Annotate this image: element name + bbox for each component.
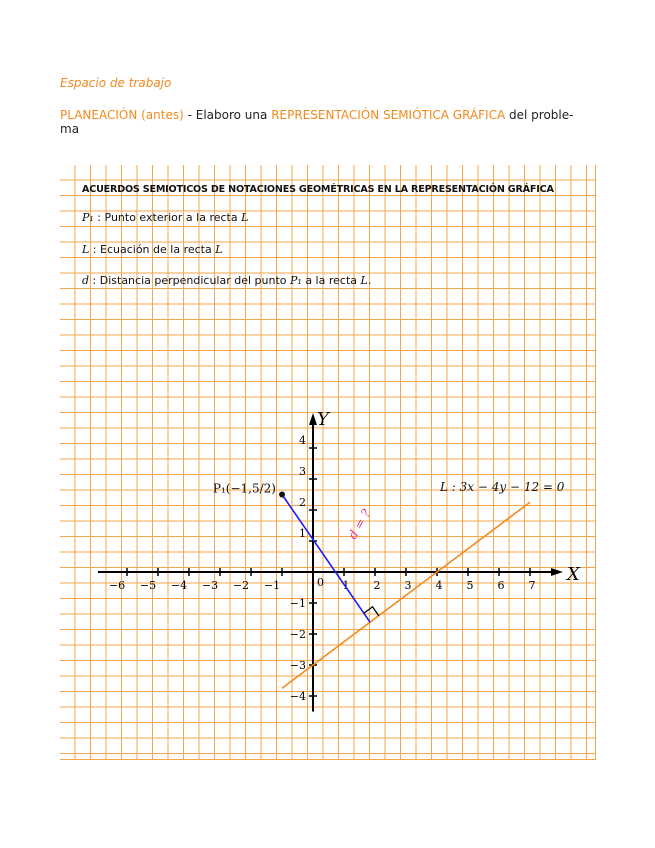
agreement-symbol: L [82, 243, 90, 256]
agreement-tail2: a la recta [301, 274, 361, 287]
agreement-symbol: P₁ [82, 211, 94, 224]
point-P1-label: P₁(−1,5/2) [212, 481, 276, 496]
x-tick-label: −6 [108, 579, 126, 592]
planning-highlight: REPRESENTACIÓN SEMIÓTICA GRÁFICA [271, 108, 506, 122]
x-tick-label: −4 [170, 579, 188, 592]
planning-text-after: del proble- ma [60, 108, 574, 136]
y-tick-label: −2 [289, 628, 306, 641]
planning-label: PLANEACIÓN (antes) [60, 108, 184, 122]
y-tick-label: 1 [299, 527, 306, 540]
agreement-tail: L [241, 211, 249, 224]
agreement-tail: L [215, 243, 223, 256]
agreement-symbol: d [82, 274, 90, 287]
y-tick-label: −4 [289, 690, 306, 703]
y-axis-arrow [309, 413, 317, 425]
x-tick-label: 4 [435, 579, 443, 592]
y-tick-label: −1 [289, 597, 306, 610]
point-P1 [279, 492, 285, 498]
distance-label: d = ? [345, 506, 374, 542]
x-tick-label: 7 [528, 579, 536, 592]
agreement-text: : Ecuación de la recta [89, 243, 216, 256]
origin-label: 0 [317, 576, 324, 589]
agreement-text: : Punto exterior a la recta [93, 211, 242, 224]
x-tick-label: 2 [373, 579, 381, 592]
x-tick-label: −3 [201, 579, 219, 592]
agreement-tail: P₁ [290, 274, 302, 287]
agreement-text: : Distancia perpendicular del punto [89, 274, 291, 287]
line-L [282, 502, 530, 688]
y-tick-label: 4 [299, 434, 306, 447]
x-tick-label: 3 [404, 579, 412, 592]
x-axis-label: X [567, 564, 580, 585]
x-tick-label: −1 [263, 579, 281, 592]
right-angle-marker [364, 607, 379, 616]
x-tick-label: 5 [466, 579, 474, 592]
x-tick-label: 6 [497, 579, 505, 592]
y-tick-label: 2 [299, 496, 306, 509]
x-tick-label: −2 [232, 579, 250, 592]
workspace-title: Espacio de trabajo [60, 76, 172, 90]
agreements-title: ACUERDOS SEMIOTICOS DE NOTACIONES GEOMÉTRICAS EN LA REPRESENTACIÓN GRÁFICA [82, 184, 554, 195]
line-L-label: L : 3x − 4y − 12 = 0 [440, 480, 565, 494]
y-axis-label: Y [317, 409, 329, 430]
agreement-tail3: L. [360, 274, 372, 287]
y-tick-label: −3 [289, 659, 306, 672]
planning-text-before: - Elaboro una [183, 108, 272, 122]
y-tick-label: 3 [299, 465, 306, 478]
x-tick-label: −5 [139, 579, 157, 592]
x-axis-arrow [551, 568, 563, 576]
x-tick-label: 1 [342, 579, 350, 592]
